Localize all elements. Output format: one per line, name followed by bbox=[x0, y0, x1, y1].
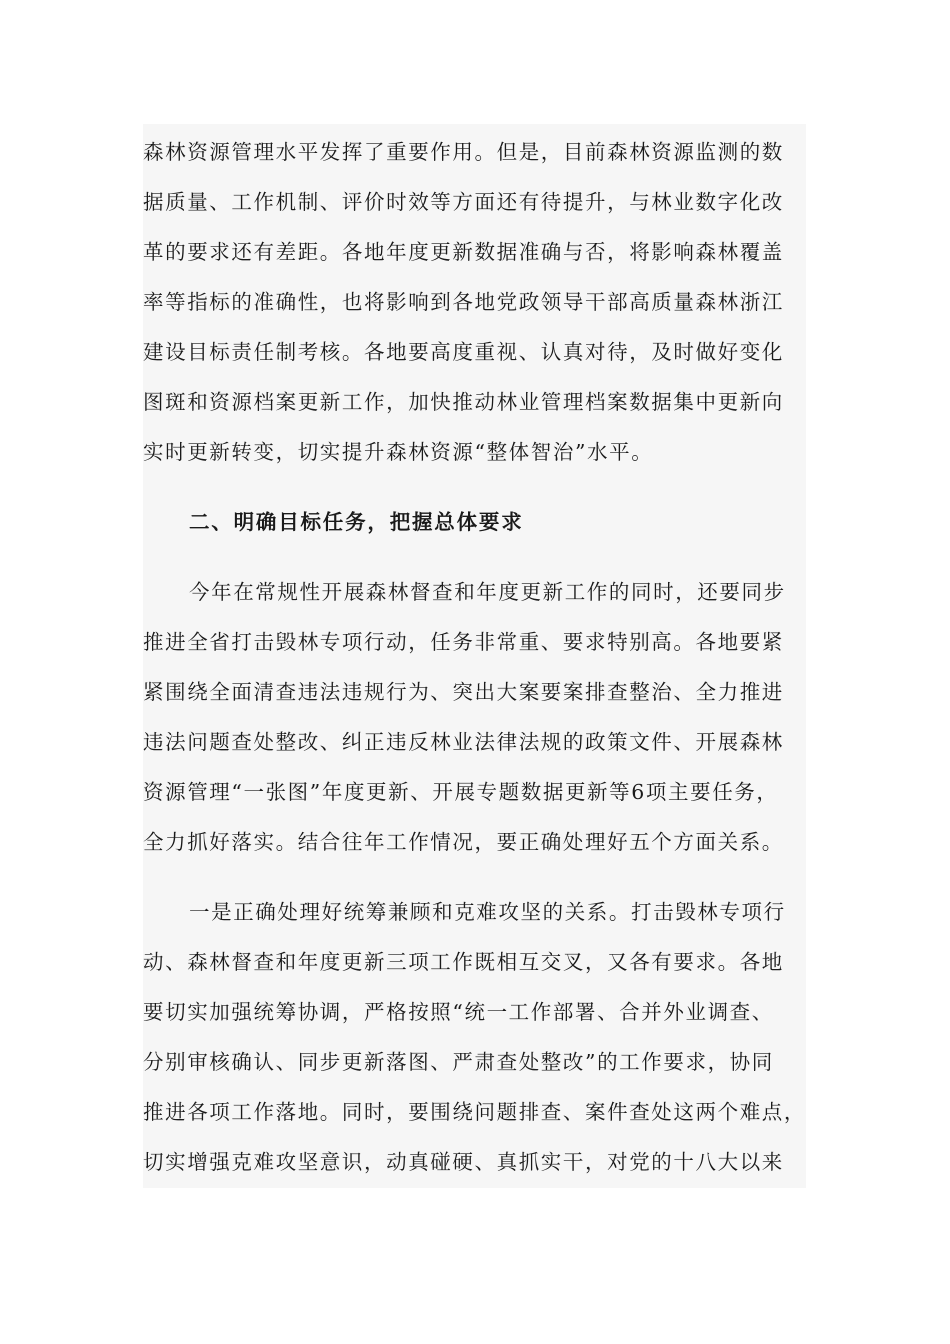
paragraph-3-line-4: 分别审核确认、同步更新落图、严肃查处整改”的工作要求，协同 bbox=[143, 1050, 774, 1074]
paragraph-1-line-7: 实时更新转变，切实提升森林资源“整体智治”水平。 bbox=[143, 440, 654, 464]
paragraph-1-line-6: 图斑和资源档案更新工作，加快推动林业管理档案数据集中更新向 bbox=[143, 390, 784, 414]
document-page bbox=[143, 124, 806, 1188]
paragraph-3-line-2: 动、森林督查和年度更新三项工作既相互交叉，又各有要求。各地 bbox=[143, 950, 784, 974]
paragraph-3-line-1: 一是正确处理好统筹兼顾和克难攻坚的关系。打击毁林专项行 bbox=[189, 900, 786, 924]
paragraph-1-line-2: 据质量、工作机制、评价时效等方面还有待提升，与林业数字化改 bbox=[143, 190, 784, 214]
paragraph-2-line-5: 资源管理“一张图”年度更新、开展专题数据更新等6项主要任务， bbox=[143, 780, 779, 804]
paragraph-3-line-3: 要切实加强统筹协调，严格按照“统一工作部署、合并外业调查、 bbox=[143, 1000, 774, 1024]
paragraph-1-line-4: 率等指标的准确性，也将影响到各地党政领导干部高质量森林浙江 bbox=[143, 290, 784, 314]
paragraph-3-line-6: 切实增强克难攻坚意识，动真碰硬、真抓实干，对党的十八大以来 bbox=[143, 1150, 784, 1174]
paragraph-1-line-3: 革的要求还有差距。各地年度更新数据准确与否，将影响森林覆盖 bbox=[143, 240, 784, 264]
paragraph-1-line-1: 森林资源管理水平发挥了重要作用。但是，目前森林资源监测的数 bbox=[143, 140, 784, 164]
paragraph-2-line-3: 紧围绕全面清查违法违规行为、突出大案要案排查整治、全力推进 bbox=[143, 680, 784, 704]
paragraph-1-line-5: 建设目标责任制考核。各地要高度重视、认真对待，及时做好变化 bbox=[143, 340, 784, 364]
paragraph-3-line-5: 推进各项工作落地。同时，要围绕问题排查、案件查处这两个难点， bbox=[143, 1100, 806, 1124]
paragraph-2-line-6: 全力抓好落实。结合往年工作情况，要正确处理好五个方面关系。 bbox=[143, 830, 784, 854]
paragraph-2-line-2: 推进全省打击毁林专项行动，任务非常重、要求特别高。各地要紧 bbox=[143, 630, 784, 654]
section-heading: 二、明确目标任务，把握总体要求 bbox=[189, 510, 524, 534]
paragraph-2-line-1: 今年在常规性开展森林督查和年度更新工作的同时，还要同步 bbox=[189, 580, 786, 604]
paragraph-2-line-4: 违法问题查处整改、纠正违反林业法律法规的政策文件、开展森林 bbox=[143, 730, 784, 754]
